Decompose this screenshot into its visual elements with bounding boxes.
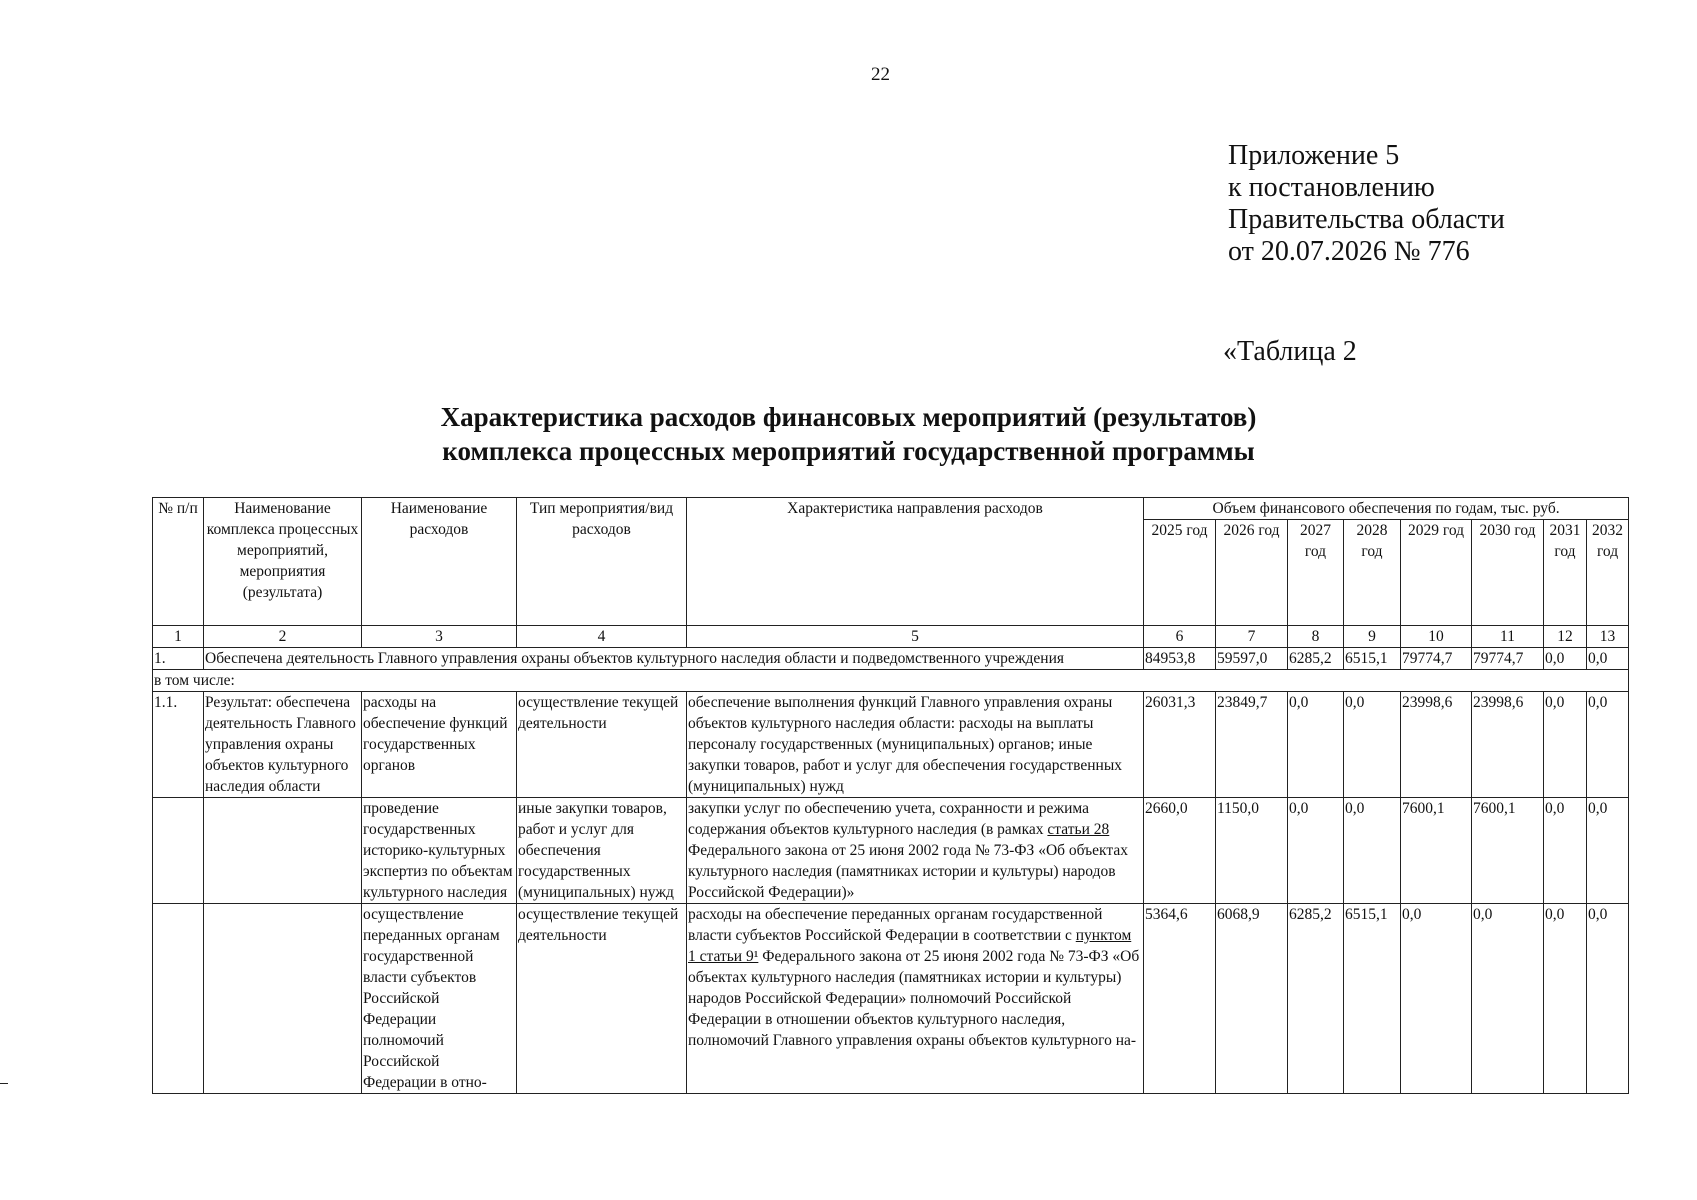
value-cell: 23998,6 — [1472, 692, 1544, 798]
appendix-line: Приложение 5 — [1228, 140, 1400, 171]
header-row — [153, 498, 1629, 520]
characteristic-cell — [687, 904, 1144, 1094]
characteristic-text: расходы на обеспечение переданных органам государственной власти субъектов Российской Федерации в соответствии с — [688, 906, 1103, 944]
including-label: в том числе: — [153, 670, 1629, 692]
type-cell: осуществление текущей деятельности — [517, 692, 687, 798]
col-number: 12 — [1544, 626, 1587, 648]
law-article-link[interactable]: пунктом 1 статьи 9¹ — [688, 927, 1132, 965]
value-cell: 23849,7 — [1216, 692, 1288, 798]
value-cell: 0,0 — [1288, 798, 1344, 904]
row-num — [153, 904, 204, 1094]
col-number: 4 — [517, 626, 687, 648]
header-num: № п/п — [153, 498, 204, 626]
col-number: 3 — [362, 626, 517, 648]
characteristic-text: Федерального закона от 25 июня 2002 года № 73-ФЗ «Об объектах культурного наследия (памятниках истории и культуры) народов Российской Федерации)» — [688, 842, 1128, 901]
characteristic-text: закупки услуг по обеспечению учета, сохранности и режима содержания объектов культурного наследия (в рамках — [688, 800, 1089, 838]
row-text: Обеспечена деятельность Главного управления охраны объектов культурного наследия области и подведомственного учреждения — [204, 648, 1144, 670]
header-year: 2032 год — [1587, 520, 1629, 626]
value-cell: 0,0 — [1587, 904, 1629, 1094]
characteristic-cell: обеспечение выполнения функций Главного управления охраны объектов культурного наследия области: расходы на выплаты персоналу государственных (муниципальных) органов; иные закупки товаров, работ и услуг для обеспечения государственных (муниципальных) нужд — [687, 692, 1144, 798]
col-number: 5 — [687, 626, 1144, 648]
type-cell: осуществление текущей деятельности — [517, 904, 687, 1094]
col-number: 6 — [1144, 626, 1216, 648]
row-num: 1.1. — [153, 692, 204, 798]
value-cell: 0,0 — [1587, 692, 1629, 798]
header-year: 2025 год — [1144, 520, 1216, 626]
value-cell: 0,0 — [1344, 692, 1401, 798]
header-expense-name: Наименование расходов — [362, 498, 517, 626]
appendix-line: Правительства области — [1228, 204, 1505, 235]
appendix-line: к постановлению — [1228, 172, 1435, 203]
heading-line: комплекса процессных мероприятий государственной программы — [442, 436, 1255, 466]
table-row — [153, 692, 1629, 798]
col-number: 9 — [1344, 626, 1401, 648]
complex-cell — [204, 904, 362, 1094]
value-cell: 84953,8 — [1144, 648, 1216, 670]
table-label: «Таблица 2 — [1223, 336, 1357, 367]
table-row — [153, 648, 1629, 670]
appendix-block — [1228, 140, 1505, 268]
table-row — [153, 798, 1629, 904]
column-numbers-row — [153, 626, 1629, 648]
row-num: 1. — [153, 648, 204, 670]
expense-name-cell: расходы на обеспечение функций государственных органов — [362, 692, 517, 798]
value-cell: 26031,3 — [1144, 692, 1216, 798]
value-cell: 0,0 — [1344, 798, 1401, 904]
law-article-link[interactable]: статьи 28 — [1047, 821, 1110, 838]
value-cell: 6515,1 — [1344, 904, 1401, 1094]
header-year: 2026 год — [1216, 520, 1288, 626]
characteristic-text: Федерального закона от 25 июня 2002 года № 73-ФЗ «Об объектах культурного наследия (памятниках истории и культуры) народов Российской Федерации» полномочий Российской Федерации в отношении объектов культурного наследия, полномочий Главного управления охраны объектов культурного на- — [688, 948, 1140, 1049]
header-year: 2031 год — [1544, 520, 1587, 626]
type-cell: иные закупки товаров, работ и услуг для обеспечения государственных (муниципальных) нужд — [517, 798, 687, 904]
value-cell: 0,0 — [1401, 904, 1472, 1094]
value-cell: 6285,2 — [1288, 648, 1344, 670]
header-type: Тип мероприятия/вид расходов — [517, 498, 687, 626]
characteristic-cell — [687, 798, 1144, 904]
value-cell: 0,0 — [1544, 798, 1587, 904]
value-cell: 0,0 — [1544, 648, 1587, 670]
value-cell: 0,0 — [1288, 692, 1344, 798]
header-characteristic: Характеристика направления расходов — [687, 498, 1144, 626]
col-number: 11 — [1472, 626, 1544, 648]
col-number: 7 — [1216, 626, 1288, 648]
value-cell: 79774,7 — [1472, 648, 1544, 670]
value-cell: 0,0 — [1587, 648, 1629, 670]
value-cell: 6285,2 — [1288, 904, 1344, 1094]
header-volume: Объем финансового обеспечения по годам, тыс. руб. — [1144, 498, 1629, 520]
col-number: 10 — [1401, 626, 1472, 648]
table-row — [153, 670, 1629, 692]
expenses-table — [152, 497, 1629, 1094]
appendix-date-number: от 20.07.2026 № 776 — [1228, 236, 1470, 267]
col-number: 8 — [1288, 626, 1344, 648]
table-row — [153, 904, 1629, 1094]
header-complex: Наименование комплекса процессных мероприятий, мероприятия (результата) — [204, 498, 362, 626]
col-number: 1 — [153, 626, 204, 648]
value-cell: 6515,1 — [1344, 648, 1401, 670]
header-year: 2027 год — [1288, 520, 1344, 626]
value-cell: 6068,9 — [1216, 904, 1288, 1094]
value-cell: 1150,0 — [1216, 798, 1288, 904]
expense-name-cell: проведение государственных историко-культурных экспертиз по объектам культурного наследия — [362, 798, 517, 904]
value-cell: 7600,1 — [1472, 798, 1544, 904]
value-cell: 5364,6 — [1144, 904, 1216, 1094]
document-heading — [0, 400, 1697, 468]
value-cell: 23998,6 — [1401, 692, 1472, 798]
complex-cell — [204, 798, 362, 904]
value-cell: 2660,0 — [1144, 798, 1216, 904]
value-cell: 59597,0 — [1216, 648, 1288, 670]
value-cell: 0,0 — [1544, 692, 1587, 798]
heading-line: Характеристика расходов финансовых мероприятий (результатов) — [440, 402, 1257, 432]
value-cell: 0,0 — [1472, 904, 1544, 1094]
value-cell: 0,0 — [1544, 904, 1587, 1094]
value-cell: 7600,1 — [1401, 798, 1472, 904]
complex-cell: Результат: обеспечена деятельность Главного управления охраны объектов культурного наследия области — [204, 692, 362, 798]
header-year: 2030 год — [1472, 520, 1544, 626]
page-number: 22 — [871, 64, 890, 85]
margin-mark — [0, 1083, 8, 1084]
value-cell: 0,0 — [1587, 798, 1629, 904]
col-number: 13 — [1587, 626, 1629, 648]
row-num — [153, 798, 204, 904]
expense-name-cell: осуществление переданных органам государственной власти субъектов Российской Федерации полномочий Российской Федерации в отно- — [362, 904, 517, 1094]
value-cell: 79774,7 — [1401, 648, 1472, 670]
col-number: 2 — [204, 626, 362, 648]
header-year: 2028 год — [1344, 520, 1401, 626]
header-year: 2029 год — [1401, 520, 1472, 626]
